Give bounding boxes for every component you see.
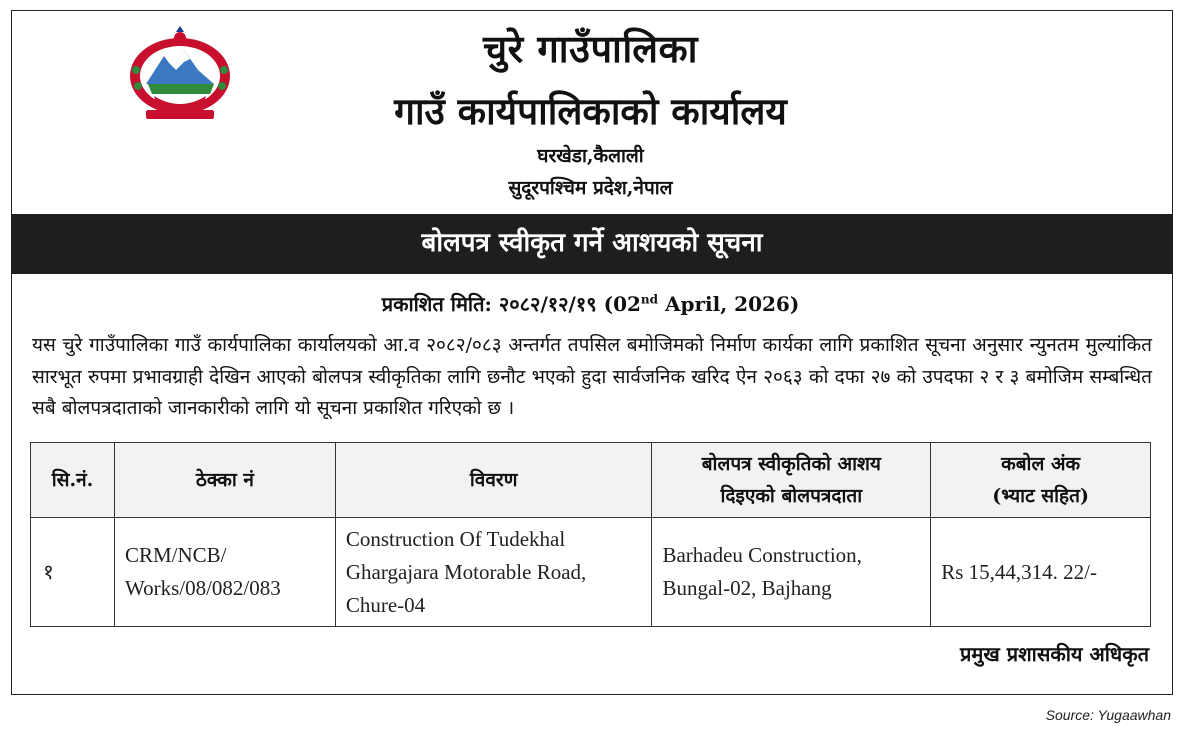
publish-date-english: (02nd April, 2026): [603, 292, 800, 316]
publish-date-line: [0, 290, 1181, 317]
notice-body: यस चुरे गाउँपालिका गाउँ कार्यपालिका कार्यालयको आ.व २०८२/०८३ अन्तर्गत तपसिल बमोजिमको निर्माण कार्यका लागि प्रकाशित सूचना अनुसार न्युनतम मुल्यांकित सारभूत रुपमा प्रभावग्राही देखिन आएको बोलपत्र स्वीकृतिका लागि छनौट भएको हुदा सार्वजनिक खरिद ऐन २०६३ को दफा २७ को उपदफा २ र ३ बमोजिम सम्बन्धित सबै बोलपत्रदाताको जानकारीको लागि यो सूचना प्रकाशित गरिएको छ ।: [32, 334, 1152, 419]
cell-bidder: Barhadeu Construction, Bungal-02, Bajhang: [652, 518, 931, 627]
office-title: गाउँ कार्यपालिकाको कार्यालय: [394, 89, 787, 133]
header-description: विवरण: [335, 443, 652, 518]
cell-description: Construction Of Tudekhal Ghargajara Motorable Road, Chure-04: [335, 518, 652, 627]
header-contract-no: ठेक्का नं: [114, 443, 335, 518]
header-bidder: बोलपत्र स्वीकृतिको आशय दिइएको बोलपत्रदाता: [652, 443, 931, 518]
publish-date-label: प्रकाशित मिति:: [381, 292, 492, 316]
signatory-title: प्रमुख प्रशासकीय अधिकृत: [960, 642, 1149, 666]
header-sn: सि.नं.: [31, 443, 115, 518]
bid-table: [30, 442, 1151, 627]
table-header-row: [31, 443, 1151, 518]
notice-title-banner: बोलपत्र स्वीकृत गर्ने आशयको सूचना: [11, 214, 1173, 274]
publish-date-nepali: २०८२/१२/१९: [498, 292, 597, 316]
municipality-title: चुरे गाउँपालिका: [482, 26, 699, 71]
cell-contract-no: CRM/NCB/ Works/08/082/083: [114, 518, 335, 627]
source-credit: Source: Yugaawhan: [1045, 707, 1171, 723]
cell-amount: Rs 15,44,314. 22/-: [931, 518, 1151, 627]
header-amount: कबोल अंक (भ्याट सहित): [931, 443, 1151, 518]
address-province: सुदूरपश्चिम प्रदेश,नेपाल: [508, 177, 673, 199]
table-row: [31, 518, 1151, 627]
cell-sn: १: [31, 518, 115, 627]
address-district: घरखेडा,कैलाली: [537, 145, 644, 167]
